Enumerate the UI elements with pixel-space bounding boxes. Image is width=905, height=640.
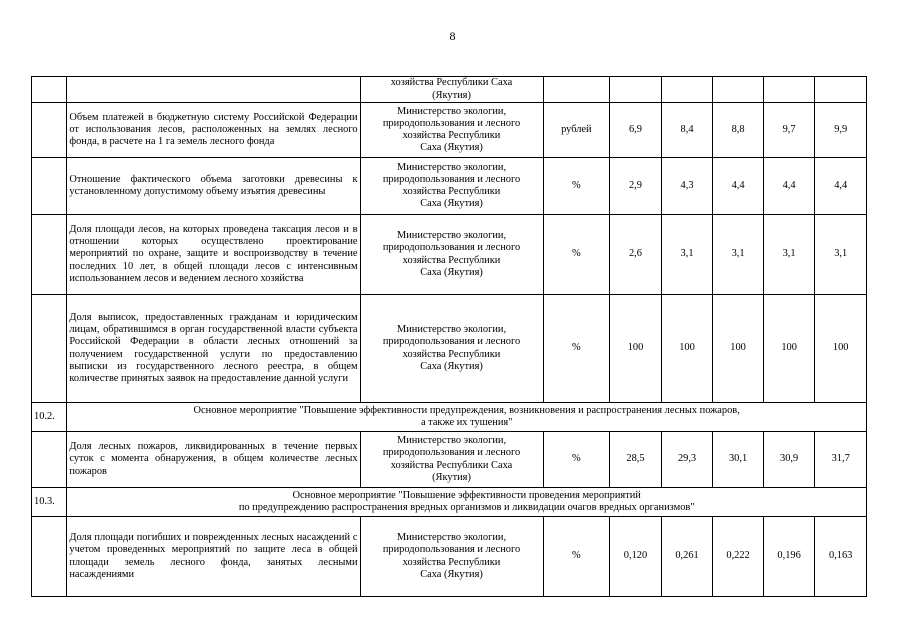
section-title [67,403,867,432]
indicator-cell: Отношение фактического объема заготовки древесины к установленному допустимому объему изъятия древесины [67,158,360,215]
value-cell: 0,261 [661,517,713,597]
unit-cell [543,77,610,103]
number-cell [32,432,67,488]
indicator-cell: Доля выписок, предоставленных гражданам и юридическим лицам, обратившимся в орган государственной власти субъекта Российской Федерации в области лесных отношений за получением государственной услуги по предоставлению выписки из государственного лесного реестра, в общем количестве принятых заявок на предоставление данной услуги [67,295,360,403]
value-cell: 100 [661,295,713,403]
table-row [32,295,867,403]
value-cell: 100 [713,295,764,403]
section-title-text: Основное мероприятие "Повышение эффективности предупреждения, возникновения и распространения лесных пожаров, а также их тушения" [193,404,740,428]
responsible-cell [360,158,543,215]
unit-cell: % [543,295,610,403]
indicator-cell [67,77,360,103]
value-cell: 9,7 [763,103,815,158]
responsible-cell [360,77,543,103]
unit-cell: % [543,215,610,295]
responsible-text: Министерство экологии, природопользования и лесного хозяйства Республики Саха (Якутия) [382,324,521,372]
number-cell [32,77,67,103]
value-cell [815,77,867,103]
value-cell: 31,7 [815,432,867,488]
value-cell: 0,196 [763,517,815,597]
value-cell: 0,120 [610,517,662,597]
responsible-text: Министерство экологии, природопользования и лесного хозяйства Республики Саха (Якутия) [382,105,521,154]
value-cell: 100 [610,295,662,403]
responsible-cell [360,215,543,295]
section-row-10-2 [32,403,867,432]
value-cell [713,77,764,103]
responsible-cell [360,432,543,488]
responsible-text: Министерство экологии, природопользования и лесного хозяйства Республики Саха (Якутия) [382,435,521,483]
table-row [32,432,867,488]
value-cell: 3,1 [661,215,713,295]
value-cell [763,77,815,103]
responsible-text: Министерство экологии, природопользования и лесного хозяйства Республики Саха (Якутия) [382,532,521,580]
responsible-text: Министерство экологии, природопользования и лесного хозяйства Республики Саха (Якутия) [382,161,521,210]
section-number: 10.2. [32,403,67,432]
indicator-cell: Доля лесных пожаров, ликвидированных в течение первых суток с момента обнаружения, в общем количестве лесных пожаров [67,432,360,488]
table-row [32,517,867,597]
table-row-continuation [32,77,867,103]
table-row [32,215,867,295]
value-cell: 3,1 [713,215,764,295]
value-cell: 29,3 [661,432,713,488]
unit-cell: рублей [543,103,610,158]
value-cell: 0,163 [815,517,867,597]
value-cell: 9,9 [815,103,867,158]
responsible-text: хозяйства Республики Саха (Якутия) [390,77,513,101]
responsible-cell [360,295,543,403]
number-cell [32,215,67,295]
unit-cell: % [543,158,610,215]
value-cell [661,77,713,103]
indicator-cell: Доля площади погибших и поврежденных лесных насаждений с учетом проведенных мероприятий по защите леса в общей площади земель лесного фонда, занятых лесными насаждениями [67,517,360,597]
unit-cell: % [543,432,610,488]
section-number: 10.3. [32,488,67,517]
number-cell [32,158,67,215]
value-cell: 0,222 [713,517,764,597]
responsible-cell [360,517,543,597]
value-cell: 100 [763,295,815,403]
value-cell: 28,5 [610,432,662,488]
value-cell: 2,9 [610,158,662,215]
unit-cell: % [543,517,610,597]
number-cell [32,517,67,597]
responsible-cell [360,103,543,158]
value-cell: 30,9 [763,432,815,488]
section-title [67,488,867,517]
number-cell [32,103,67,158]
value-cell: 4,4 [763,158,815,215]
table-row [32,103,867,158]
value-cell [610,77,662,103]
indicator-cell: Доля площади лесов, на которых проведена таксация лесов и в отношении которых осуществлено проектирование мероприятий по охране, защите и воспроизводству в течение последних 10 лет, в общей площади лесов с интенсивным использованием лесов и ведением лесного хозяйства [67,215,360,295]
value-cell: 100 [815,295,867,403]
table-row [32,158,867,215]
value-cell: 4,4 [713,158,764,215]
number-cell [32,295,67,403]
indicators-table [31,76,867,597]
value-cell: 3,1 [815,215,867,295]
value-cell: 8,4 [661,103,713,158]
value-cell: 3,1 [763,215,815,295]
value-cell: 8,8 [713,103,764,158]
page-number: 8 [449,29,456,43]
indicator-cell: Объем платежей в бюджетную систему Российской Федерации от использования лесов, расположенных на землях лесного фонда, в расчете на 1 га земель лесного фонда [67,103,360,158]
value-cell: 4,3 [661,158,713,215]
section-title-text: Основное мероприятие "Повышение эффективности проведения мероприятий по предупреждению распространения вредных организмов и ликвидации очагов вредных организмов" [238,489,695,513]
value-cell: 2,6 [610,215,662,295]
responsible-text: Министерство экологии, природопользования и лесного хозяйства Республики Саха (Якутия) [382,230,521,278]
section-row-10-3 [32,488,867,517]
value-cell: 30,1 [713,432,764,488]
value-cell: 4,4 [815,158,867,215]
value-cell: 6,9 [610,103,662,158]
